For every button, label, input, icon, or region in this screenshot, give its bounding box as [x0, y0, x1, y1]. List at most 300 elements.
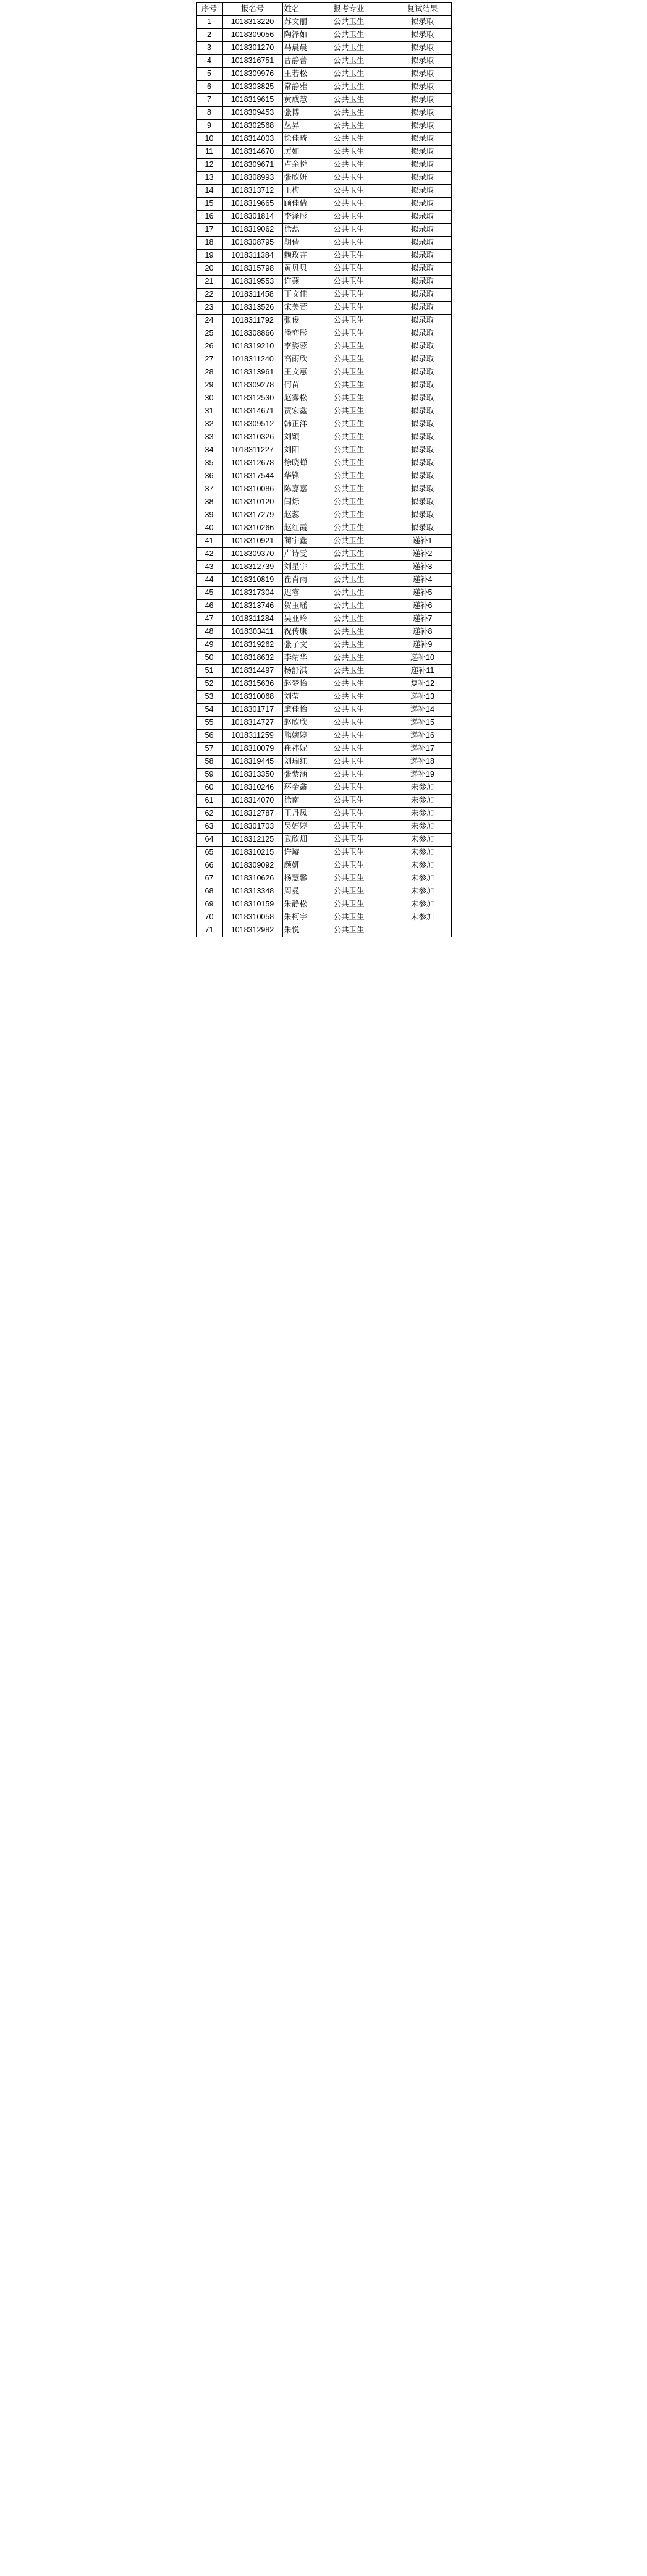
row-result: 拟录取: [394, 68, 451, 81]
row-major: 公共卫生: [332, 405, 394, 418]
row-application-number: 1018309370: [222, 548, 282, 561]
row-name: 朱静松: [282, 898, 332, 911]
row-name: 杨舒淇: [282, 665, 332, 678]
row-result: [394, 924, 451, 937]
row-application-number: 1018313220: [222, 16, 282, 29]
row-result: 递补19: [394, 769, 451, 782]
row-name: 徐佳琦: [282, 133, 332, 146]
row-major: 公共卫生: [332, 600, 394, 613]
row-name: 马晨晨: [282, 42, 332, 55]
row-name: 廉佳怡: [282, 704, 332, 717]
row-name: 贺玉瑶: [282, 600, 332, 613]
column-header-index: 序号: [196, 3, 222, 16]
row-major: 公共卫生: [332, 237, 394, 250]
table-row: [196, 224, 451, 237]
row-name: 赵红霞: [282, 522, 332, 535]
row-result: 拟录取: [394, 457, 451, 470]
row-index: 48: [196, 626, 222, 639]
row-name: 朱柯宇: [282, 911, 332, 924]
table-row: [196, 431, 451, 444]
table-row: [196, 340, 451, 353]
row-application-number: 1018310068: [222, 691, 282, 704]
row-result: 递补11: [394, 665, 451, 678]
column-header-result: 复试结果: [394, 3, 451, 16]
row-major: 公共卫生: [332, 730, 394, 743]
row-name: 胡倩: [282, 237, 332, 250]
row-name: 朱悦: [282, 924, 332, 937]
row-index: 32: [196, 418, 222, 431]
row-name: 刘星宇: [282, 561, 332, 574]
row-major: 公共卫生: [332, 678, 394, 691]
admission-results-table: [196, 2, 452, 937]
row-name: 王若松: [282, 68, 332, 81]
row-result: 拟录取: [394, 16, 451, 29]
row-name: 周曼: [282, 885, 332, 898]
row-result: 拟录取: [394, 302, 451, 315]
row-major: 公共卫生: [332, 418, 394, 431]
row-major: 公共卫生: [332, 496, 394, 509]
row-name: 宋美萱: [282, 302, 332, 315]
table-row: [196, 924, 451, 937]
row-major: 公共卫生: [332, 691, 394, 704]
table-row: [196, 353, 451, 366]
table-row: [196, 678, 451, 691]
row-name: 吴婷婷: [282, 821, 332, 834]
row-major: 公共卫生: [332, 808, 394, 821]
column-header-application-number: 报名号: [222, 3, 282, 16]
row-application-number: 1018311240: [222, 353, 282, 366]
table-row: [196, 81, 451, 94]
row-index: 4: [196, 55, 222, 68]
row-index: 62: [196, 808, 222, 821]
row-application-number: 1018312787: [222, 808, 282, 821]
row-application-number: 1018314670: [222, 146, 282, 159]
row-index: 19: [196, 250, 222, 263]
row-major: 公共卫生: [332, 55, 394, 68]
row-major: 公共卫生: [332, 665, 394, 678]
row-application-number: 1018309278: [222, 379, 282, 392]
table-row: [196, 795, 451, 808]
row-name: 陈嘉嘉: [282, 483, 332, 496]
row-major: 公共卫生: [332, 120, 394, 133]
row-application-number: 1018315798: [222, 263, 282, 276]
row-major: 公共卫生: [332, 431, 394, 444]
table-row: [196, 470, 451, 483]
row-application-number: 1018319445: [222, 756, 282, 769]
row-application-number: 1018310246: [222, 782, 282, 795]
table-row: [196, 302, 451, 315]
table-row: [196, 263, 451, 276]
row-major: 公共卫生: [332, 795, 394, 808]
table-row: [196, 237, 451, 250]
table-row: [196, 522, 451, 535]
row-major: 公共卫生: [332, 146, 394, 159]
row-major: 公共卫生: [332, 250, 394, 263]
row-major: 公共卫生: [332, 587, 394, 600]
row-index: 38: [196, 496, 222, 509]
row-index: 45: [196, 587, 222, 600]
row-index: 25: [196, 327, 222, 340]
row-index: 11: [196, 146, 222, 159]
row-result: 拟录取: [394, 431, 451, 444]
row-index: 8: [196, 107, 222, 120]
row-major: 公共卫生: [332, 756, 394, 769]
row-name: 黄贝贝: [282, 263, 332, 276]
row-index: 6: [196, 81, 222, 94]
row-result: 未参加: [394, 847, 451, 859]
table-row: [196, 509, 451, 522]
row-result: 拟录取: [394, 496, 451, 509]
row-result: 拟录取: [394, 263, 451, 276]
row-application-number: 1018310086: [222, 483, 282, 496]
row-major: 公共卫生: [332, 613, 394, 626]
row-major: 公共卫生: [332, 289, 394, 302]
row-application-number: 1018309671: [222, 159, 282, 172]
table-row: [196, 159, 451, 172]
table-row: [196, 769, 451, 782]
row-result: 拟录取: [394, 237, 451, 250]
row-result: 拟录取: [394, 379, 451, 392]
row-result: 递补7: [394, 613, 451, 626]
row-index: 66: [196, 859, 222, 872]
row-result: 拟录取: [394, 405, 451, 418]
row-index: 35: [196, 457, 222, 470]
row-name: 刘莹: [282, 691, 332, 704]
row-major: 公共卫生: [332, 561, 394, 574]
row-index: 3: [196, 42, 222, 55]
table-row: [196, 198, 451, 211]
row-result: 递补8: [394, 626, 451, 639]
row-result: 拟录取: [394, 185, 451, 198]
row-index: 13: [196, 172, 222, 185]
row-application-number: 1018313350: [222, 769, 282, 782]
row-major: 公共卫生: [332, 639, 394, 652]
row-application-number: 1018310626: [222, 872, 282, 885]
row-major: 公共卫生: [332, 353, 394, 366]
row-major: 公共卫生: [332, 340, 394, 353]
row-application-number: 1018309512: [222, 418, 282, 431]
row-major: 公共卫生: [332, 535, 394, 548]
row-index: 28: [196, 366, 222, 379]
row-result: 拟录取: [394, 509, 451, 522]
row-application-number: 1018312739: [222, 561, 282, 574]
row-index: 23: [196, 302, 222, 315]
row-index: 15: [196, 198, 222, 211]
table-row: [196, 704, 451, 717]
row-major: 公共卫生: [332, 16, 394, 29]
table-row: [196, 911, 451, 924]
row-application-number: 1018303825: [222, 81, 282, 94]
row-name: 刘颖: [282, 431, 332, 444]
column-header-major: 报考专业: [332, 3, 394, 16]
row-index: 10: [196, 133, 222, 146]
column-header-name: 姓名: [282, 3, 332, 16]
row-result: 拟录取: [394, 444, 451, 457]
row-major: 公共卫生: [332, 859, 394, 872]
table-row: [196, 717, 451, 730]
row-index: 54: [196, 704, 222, 717]
row-major: 公共卫生: [332, 821, 394, 834]
table-row: [196, 16, 451, 29]
row-result: 拟录取: [394, 146, 451, 159]
table-row: [196, 652, 451, 665]
row-index: 26: [196, 340, 222, 353]
row-major: 公共卫生: [332, 457, 394, 470]
row-name: 苏文丽: [282, 16, 332, 29]
row-result: 拟录取: [394, 29, 451, 42]
row-application-number: 1018313348: [222, 885, 282, 898]
row-major: 公共卫生: [332, 68, 394, 81]
row-index: 37: [196, 483, 222, 496]
row-result: 递补15: [394, 717, 451, 730]
row-result: 拟录取: [394, 133, 451, 146]
row-index: 7: [196, 94, 222, 107]
row-major: 公共卫生: [332, 29, 394, 42]
row-name: 张欣妍: [282, 172, 332, 185]
row-index: 22: [196, 289, 222, 302]
row-application-number: 1018317304: [222, 587, 282, 600]
row-result: 未参加: [394, 872, 451, 885]
row-result: 拟录取: [394, 159, 451, 172]
row-result: 未参加: [394, 911, 451, 924]
row-application-number: 1018312530: [222, 392, 282, 405]
row-major: 公共卫生: [332, 327, 394, 340]
row-index: 50: [196, 652, 222, 665]
row-name: 武欣畑: [282, 834, 332, 847]
row-name: 颜妍: [282, 859, 332, 872]
table-row: [196, 444, 451, 457]
row-name: 韩正洋: [282, 418, 332, 431]
row-major: 公共卫生: [332, 548, 394, 561]
row-index: 33: [196, 431, 222, 444]
row-result: 递补16: [394, 730, 451, 743]
row-major: 公共卫生: [332, 133, 394, 146]
row-name: 高雨欣: [282, 353, 332, 366]
row-result: 拟录取: [394, 211, 451, 224]
row-result: 未参加: [394, 821, 451, 834]
row-result: 递补9: [394, 639, 451, 652]
row-application-number: 1018313526: [222, 302, 282, 315]
table-row: [196, 250, 451, 263]
row-index: 57: [196, 743, 222, 756]
row-result: 递补3: [394, 561, 451, 574]
row-result: 拟录取: [394, 120, 451, 133]
row-result: 拟录取: [394, 340, 451, 353]
row-index: 1: [196, 16, 222, 29]
table-header: [196, 3, 451, 16]
row-index: 63: [196, 821, 222, 834]
table-row: [196, 898, 451, 911]
row-application-number: 1018308795: [222, 237, 282, 250]
row-result: 递补10: [394, 652, 451, 665]
table-row: [196, 730, 451, 743]
row-application-number: 1018310159: [222, 898, 282, 911]
row-name: 赵蕊: [282, 509, 332, 522]
row-name: 何苗: [282, 379, 332, 392]
row-name: 刘瑞红: [282, 756, 332, 769]
row-result: 未参加: [394, 795, 451, 808]
row-index: 21: [196, 276, 222, 289]
row-name: 王梅: [282, 185, 332, 198]
row-result: 拟录取: [394, 483, 451, 496]
row-result: 拟录取: [394, 276, 451, 289]
row-index: 17: [196, 224, 222, 237]
row-result: 拟录取: [394, 172, 451, 185]
row-major: 公共卫生: [332, 263, 394, 276]
row-index: 71: [196, 924, 222, 937]
table-row: [196, 418, 451, 431]
row-index: 2: [196, 29, 222, 42]
row-application-number: 1018310058: [222, 911, 282, 924]
row-index: 56: [196, 730, 222, 743]
table-row: [196, 885, 451, 898]
table-row: [196, 405, 451, 418]
row-index: 47: [196, 613, 222, 626]
table-row: [196, 535, 451, 548]
row-major: 公共卫生: [332, 717, 394, 730]
row-result: 递补13: [394, 691, 451, 704]
row-result: 递补2: [394, 548, 451, 561]
row-index: 49: [196, 639, 222, 652]
row-application-number: 1018319615: [222, 94, 282, 107]
row-result: 拟录取: [394, 94, 451, 107]
row-index: 61: [196, 795, 222, 808]
row-major: 公共卫生: [332, 366, 394, 379]
row-result: 递补1: [394, 535, 451, 548]
table-row: [196, 743, 451, 756]
row-application-number: 1018308993: [222, 172, 282, 185]
row-result: 拟录取: [394, 353, 451, 366]
row-application-number: 1018311384: [222, 250, 282, 263]
row-name: 祝传康: [282, 626, 332, 639]
table-row: [196, 483, 451, 496]
row-application-number: 1018313746: [222, 600, 282, 613]
row-index: 27: [196, 353, 222, 366]
row-application-number: 1018312125: [222, 834, 282, 847]
row-result: 未参加: [394, 834, 451, 847]
row-result: 拟录取: [394, 250, 451, 263]
row-name: 许燕: [282, 276, 332, 289]
row-name: 张俊: [282, 315, 332, 327]
table-row: [196, 120, 451, 133]
row-application-number: 1018313961: [222, 366, 282, 379]
row-application-number: 1018301703: [222, 821, 282, 834]
row-result: 拟录取: [394, 107, 451, 120]
table-row: [196, 289, 451, 302]
table-row: [196, 366, 451, 379]
row-index: 52: [196, 678, 222, 691]
row-name: 赵雾松: [282, 392, 332, 405]
table-row: [196, 185, 451, 198]
row-application-number: 1018316751: [222, 55, 282, 68]
row-major: 公共卫生: [332, 834, 394, 847]
row-major: 公共卫生: [332, 444, 394, 457]
row-name: 杨慧馨: [282, 872, 332, 885]
row-major: 公共卫生: [332, 94, 394, 107]
row-major: 公共卫生: [332, 872, 394, 885]
row-index: 9: [196, 120, 222, 133]
row-result: 拟录取: [394, 470, 451, 483]
row-name: 迟睿: [282, 587, 332, 600]
row-index: 12: [196, 159, 222, 172]
row-name: 徐南: [282, 795, 332, 808]
table-row: [196, 626, 451, 639]
row-application-number: 1018314497: [222, 665, 282, 678]
row-application-number: 1018311284: [222, 613, 282, 626]
row-index: 41: [196, 535, 222, 548]
row-name: 崔肖雨: [282, 574, 332, 587]
row-major: 公共卫生: [332, 185, 394, 198]
row-application-number: 1018309976: [222, 68, 282, 81]
row-result: 递补4: [394, 574, 451, 587]
table-row: [196, 574, 451, 587]
row-major: 公共卫生: [332, 574, 394, 587]
row-name: 蔺宇鑫: [282, 535, 332, 548]
row-name: 徐蕊: [282, 224, 332, 237]
row-application-number: 1018313712: [222, 185, 282, 198]
row-name: 卢余悦: [282, 159, 332, 172]
row-major: 公共卫生: [332, 224, 394, 237]
row-name: 张紫涵: [282, 769, 332, 782]
row-result: 拟录取: [394, 42, 451, 55]
row-result: 未参加: [394, 859, 451, 872]
row-index: 44: [196, 574, 222, 587]
row-name: 李泽彤: [282, 211, 332, 224]
row-index: 16: [196, 211, 222, 224]
table-row: [196, 42, 451, 55]
row-name: 丁文佳: [282, 289, 332, 302]
row-name: 厉如: [282, 146, 332, 159]
row-application-number: 1018310819: [222, 574, 282, 587]
row-name: 闫烁: [282, 496, 332, 509]
row-name: 许璇: [282, 847, 332, 859]
table-row: [196, 600, 451, 613]
row-name: 华锋: [282, 470, 332, 483]
row-name: 赖玫卉: [282, 250, 332, 263]
row-result: 拟录取: [394, 315, 451, 327]
row-major: 公共卫生: [332, 302, 394, 315]
row-index: 18: [196, 237, 222, 250]
row-application-number: 1018317279: [222, 509, 282, 522]
row-index: 67: [196, 872, 222, 885]
row-major: 公共卫生: [332, 782, 394, 795]
table-row: [196, 847, 451, 859]
row-result: 未参加: [394, 808, 451, 821]
row-result: 拟录取: [394, 366, 451, 379]
row-application-number: 1018310921: [222, 535, 282, 548]
row-application-number: 1018310266: [222, 522, 282, 535]
row-application-number: 1018311458: [222, 289, 282, 302]
row-major: 公共卫生: [332, 379, 394, 392]
row-application-number: 1018314003: [222, 133, 282, 146]
row-application-number: 1018310215: [222, 847, 282, 859]
row-result: 拟录取: [394, 418, 451, 431]
row-major: 公共卫生: [332, 483, 394, 496]
row-application-number: 1018301717: [222, 704, 282, 717]
row-result: 复补12: [394, 678, 451, 691]
row-major: 公共卫生: [332, 509, 394, 522]
row-index: 68: [196, 885, 222, 898]
row-application-number: 1018303411: [222, 626, 282, 639]
row-name: 徐晓蝉: [282, 457, 332, 470]
row-name: 熊婉婷: [282, 730, 332, 743]
row-application-number: 1018308866: [222, 327, 282, 340]
row-result: 递补17: [394, 743, 451, 756]
row-application-number: 1018302568: [222, 120, 282, 133]
row-result: 拟录取: [394, 392, 451, 405]
row-application-number: 1018309092: [222, 859, 282, 872]
row-major: 公共卫生: [332, 626, 394, 639]
